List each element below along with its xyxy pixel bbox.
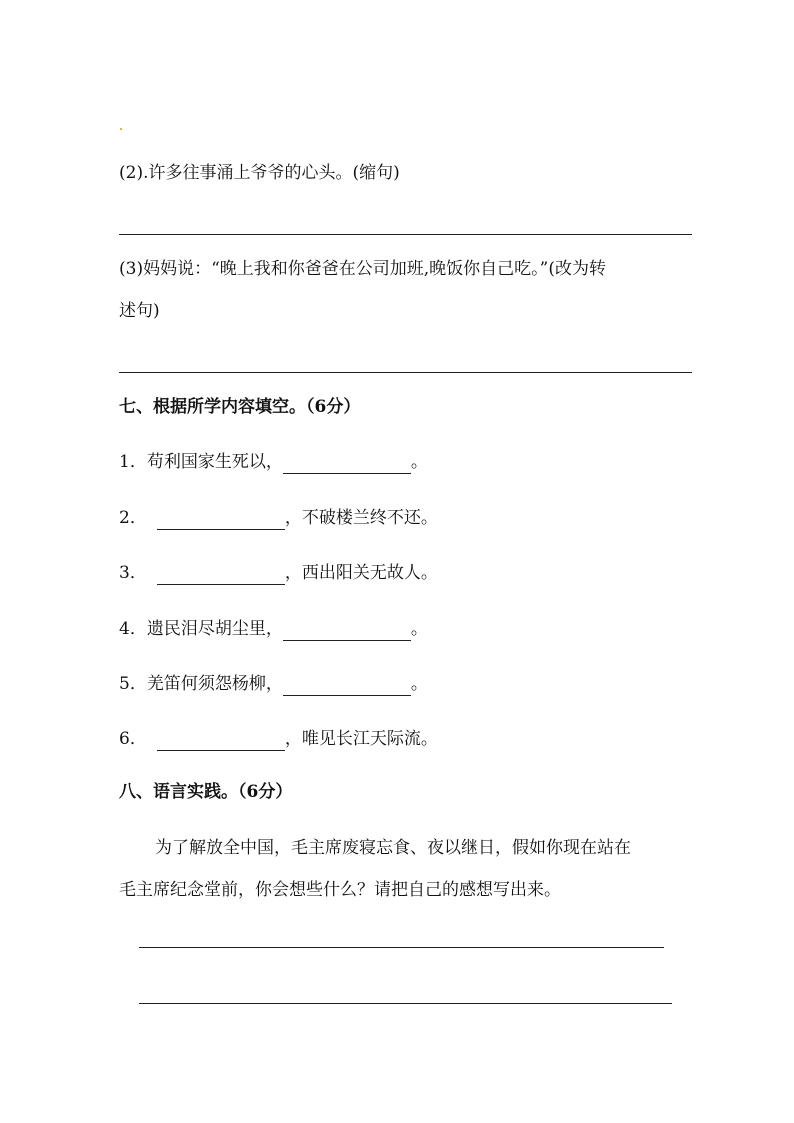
fill-item-verse: ，不破楼兰终不还。 (284, 508, 438, 528)
fill-item-verse: 遗民泪尽胡尘里， (146, 619, 283, 639)
fill-item-2 (119, 506, 438, 530)
answer-line-practice-2[interactable] (139, 1003, 672, 1004)
fill-item-6 (119, 727, 438, 751)
fill-item-5 (119, 672, 428, 696)
fill-item-number: 3． (119, 563, 147, 583)
fill-item-number: 4． (119, 619, 147, 639)
fill-item-number: 5． (119, 674, 147, 694)
section-8-prompt-line2: 毛主席纪念堂前，你会想些什么？请把自己的感想写出来。 (119, 880, 561, 900)
fill-item-1 (119, 450, 428, 474)
item-2-text: (2).许多往事涌上爷爷的心头。(缩句) (119, 163, 400, 183)
fill-item-4 (119, 617, 428, 641)
fill-item-number: 6． (119, 729, 147, 749)
fill-item-verse: ，唯见长江天际流。 (284, 729, 438, 749)
speck-mark (120, 128, 122, 130)
section-7-title: 七、根据所学内容填空。（6分） (119, 397, 361, 417)
answer-line-practice-1[interactable] (139, 947, 664, 948)
fill-blank[interactable] (157, 732, 285, 751)
section-8-title: 八、语言实践。（6分） (119, 782, 293, 802)
fill-item-verse: 。 (410, 619, 428, 639)
fill-item-verse: 羌笛何须怨杨柳， (146, 674, 283, 694)
item-3-text-line1: (3)妈妈说：“晚上我和你爸爸在公司加班,晚饭你自己吃。”(改为转 (119, 259, 606, 279)
fill-blank[interactable] (157, 511, 285, 530)
answer-line-item-2[interactable] (119, 234, 692, 235)
fill-item-number: 2． (119, 508, 147, 528)
answer-line-item-3[interactable] (119, 372, 692, 373)
fill-item-verse: 。 (410, 674, 428, 694)
fill-item-3 (119, 561, 438, 585)
fill-blank[interactable] (283, 677, 411, 696)
fill-item-verse: ，西出阳关无故人。 (284, 563, 438, 583)
item-3-text-line2: 述句) (119, 301, 160, 321)
fill-blank[interactable] (283, 622, 411, 641)
fill-blank[interactable] (157, 566, 285, 585)
fill-blank[interactable] (283, 455, 411, 474)
section-8-prompt-line1: 为了解放全中国，毛主席废寝忘食、夜以继日，假如你现在站在 (155, 838, 631, 858)
fill-item-verse: 苟利国家生死以， (146, 452, 283, 472)
fill-item-verse: 。 (410, 452, 428, 472)
fill-item-number: 1． (119, 452, 147, 472)
